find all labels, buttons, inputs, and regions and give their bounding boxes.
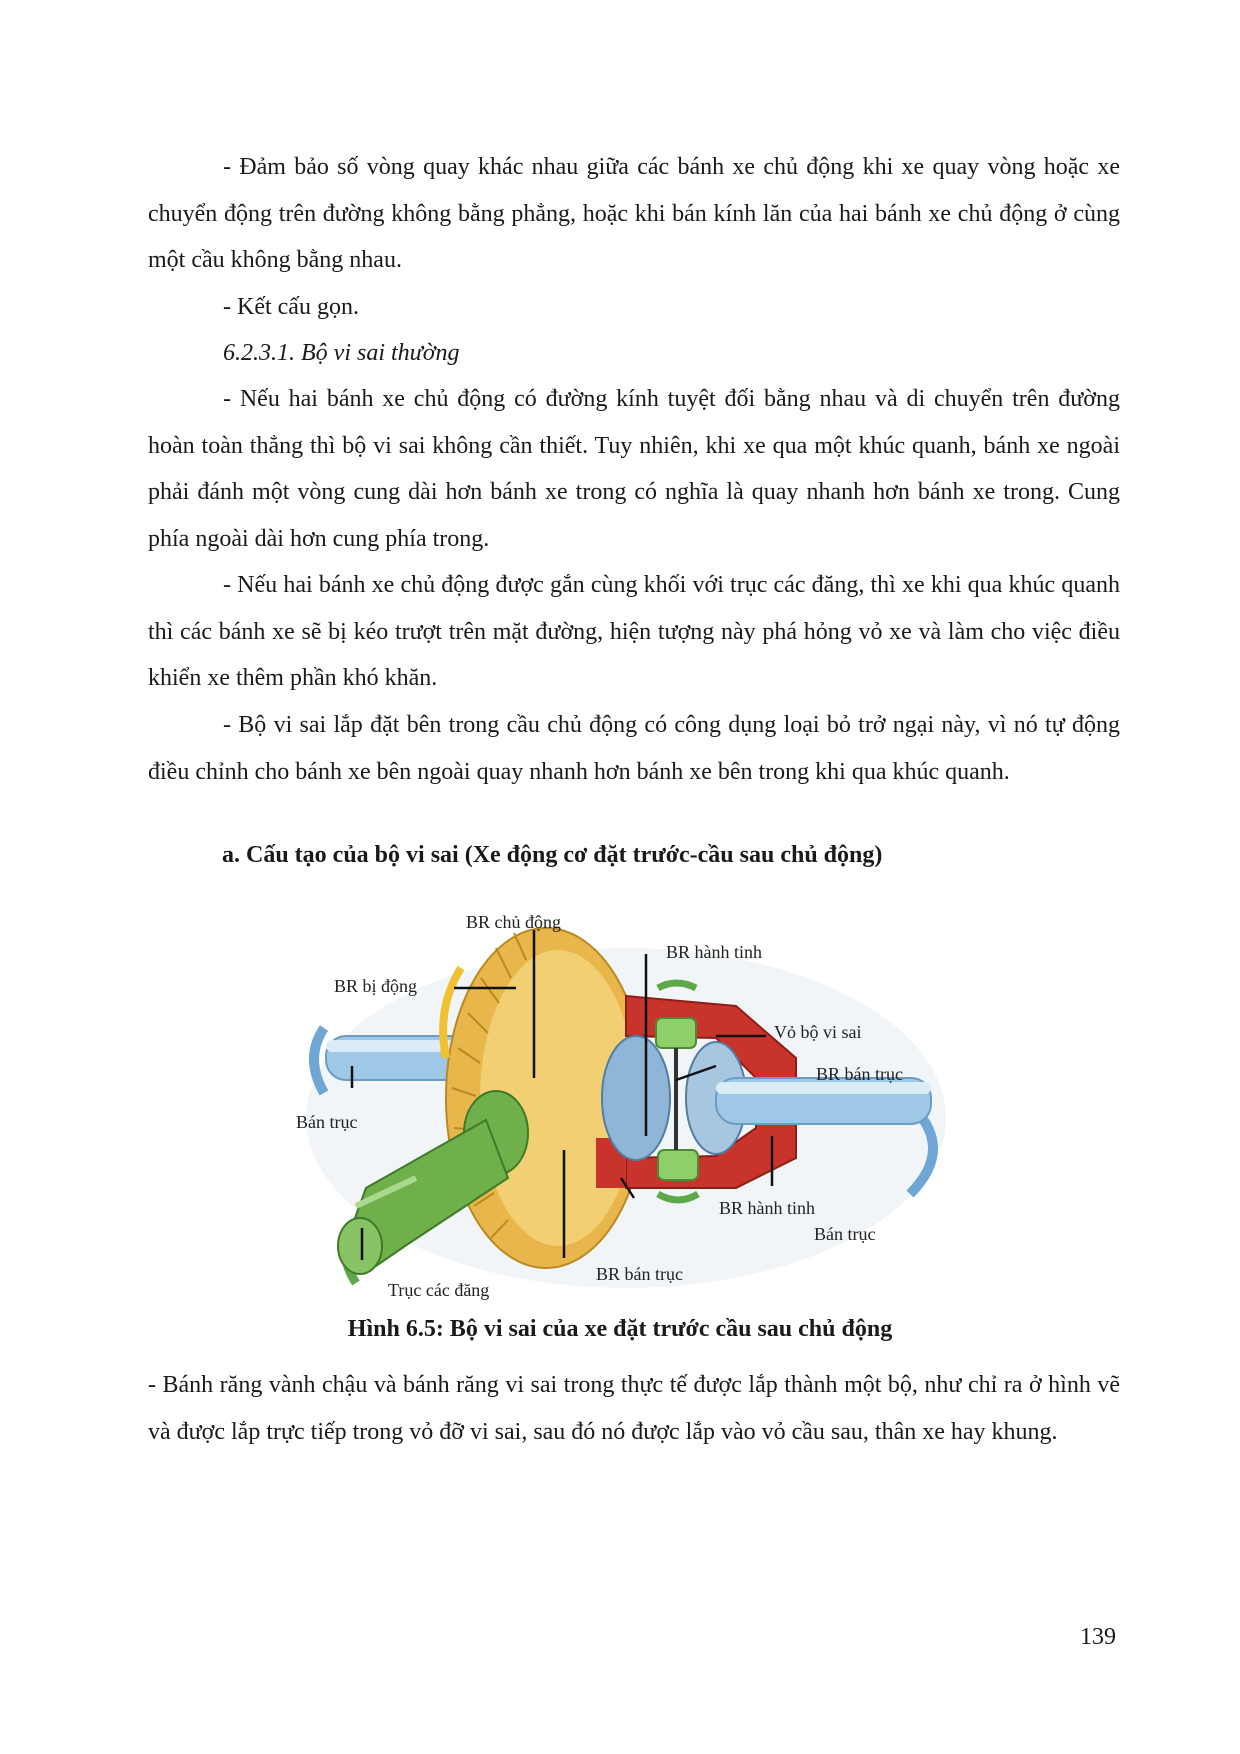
page-number: 139 [1080,1624,1116,1650]
paragraph-compact-structure: - Kết cấu gọn. [223,294,359,320]
label-ban-truc-right: Bán trục [814,1224,876,1244]
label-vo-bo-vi-sai: Vỏ bộ vi sai [774,1022,862,1042]
driveshaft-yoke [338,1218,382,1274]
section-title: 6.2.3.1. Bộ vi sai thường [223,340,460,366]
figure-caption: Hình 6.5: Bộ vi sai của xe đặt trước cầu sau chủ động [347,1316,893,1342]
side-gear-left [602,1036,670,1160]
label-br-ban-truc-right: BR bán trục [816,1064,903,1084]
label-br-hanh-tinh-top: BR hành tinh [666,942,763,962]
planet-gear-bottom [658,1150,698,1180]
paragraph-differential-function: - Bộ vi sai lắp đặt bên trong cầu chủ động có công dụng loại bỏ trở ngại này, vì nó tự động điều chỉnh cho bánh xe bên ngoài quay nhanh hơn bánh xe bên trong khi qua khúc quanh. [148,712,1120,785]
paragraph-wheel-slip: - Nếu hai bánh xe chủ động được gắn cùng khối với trục các đăng, thì xe khi qua khúc quanh thì các bánh xe sẽ bị kéo trượt trên mặt đường, hiện tượng này phá hỏng vỏ xe và làm cho việc điều khiển xe thêm phần khó khăn. [148,572,1120,691]
label-br-ban-truc-bottom: BR bán trục [596,1264,683,1284]
paragraph-straight-road: - Nếu hai bánh xe chủ động có đường kính tuyệt đối bằng nhau và di chuyển trên đường hoàn toàn thẳng thì bộ vi sai không cần thiết. Tuy nhiên, khi xe qua một khúc quanh, bánh xe ngoài phải đánh một vòng cung dài hơn bánh xe trong có nghĩa là quay nhanh hơn bánh xe trong. Cung phía ngoài dài hơn cung phía trong. [148,386,1120,552]
label-br-chu-dong: BR chủ động [466,912,562,932]
paragraph-differential-purpose: - Đảm bảo số vòng quay khác nhau giữa các bánh xe chủ động khi xe quay vòng hoặc xe chuyển động trên đường không bằng phẳng, hoặc khi bán kính lăn của hai bánh xe chủ động ở cùng một cầu không bằng nhau. [148,154,1120,273]
label-ban-truc-left: Bán trục [296,1112,358,1132]
paragraph-ring-gear-assembly: - Bánh răng vành chậu và bánh răng vi sai trong thực tế được lắp thành một bộ, như chỉ ra ở hình vẽ và được lắp trực tiếp trong vỏ đỡ vi sai, sau đó nó được lắp vào vỏ cầu sau, thân xe hay khung. [148,1372,1120,1445]
planet-gear-top [656,1018,696,1048]
label-truc-cac-dang: Trục các đăng [388,1280,490,1300]
label-br-hanh-tinh-bottom: BR hành tinh [719,1198,816,1218]
label-br-bi-dong: BR bị động [334,976,418,996]
differential-diagram [296,888,956,1300]
subsection-heading: a. Cấu tạo của bộ vi sai (Xe động cơ đặt trước-cầu sau chủ động) [222,842,883,868]
